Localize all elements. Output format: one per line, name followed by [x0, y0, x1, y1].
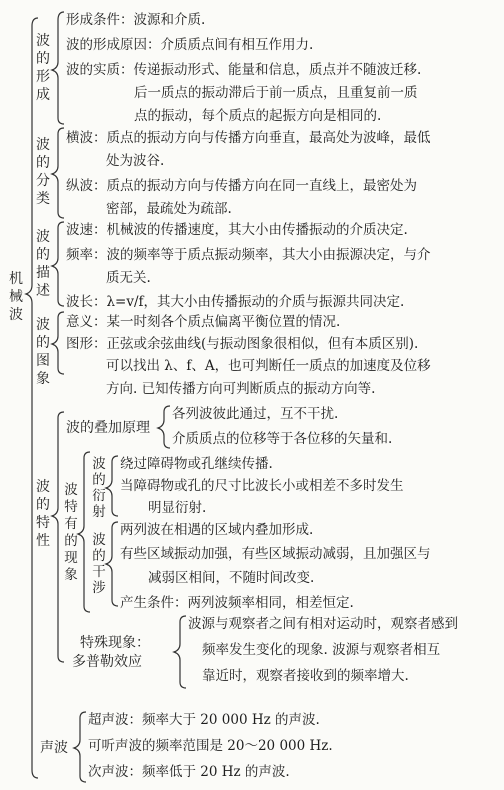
unique-phenomena-label: 波 特 有 的 现 象 [64, 482, 78, 583]
graph-line-2: 图形：正弦或余弦曲线(与振动图象很相似，但有本质区别). [66, 336, 419, 352]
superposition-label: 波的叠加原理 [66, 420, 150, 436]
classification-line-3: 纵波：质点的振动方向与传播方向在同一直线上，最密处为 [66, 178, 417, 194]
doppler-line-3: 靠近时，观察者接收到的频率增大. [202, 668, 409, 684]
sound-line-2: 可听声波的频率范围是 20～20 000 Hz. [88, 738, 333, 754]
formation-label: 波 的 形 成 [36, 33, 50, 103]
interference-line-2: 有些区域振动加强，有些区域振动减弱，且加强区与 [120, 546, 431, 562]
classification-line-2: 处为波谷. [106, 153, 165, 169]
sound-line-3: 次声波：频率低于 20 Hz 的声波. [88, 764, 290, 780]
description-label: 波 的 描 述 [36, 229, 50, 299]
superposition-line-1: 各列波彼此通过，互不干扰. [172, 406, 339, 422]
diffraction-line-2: 当障碍物或孔的尺寸比波长小或相差不多时发生 [120, 478, 404, 494]
interference-line-3: 减弱区相间，不随时间改变. [148, 570, 315, 586]
description-line-2: 频率：波的频率等于质点振动频率，其大小由振源决定，与介 [66, 247, 431, 263]
sound-line-1: 超声波：频率大于 20 000 Hz 的声波. [88, 712, 320, 728]
sound-label: 声波 [40, 740, 68, 756]
root-brace [26, 18, 38, 778]
doppler-line-1: 波源与观察者之间有相对运动时，观察者感到 [188, 616, 458, 632]
description-line-1: 波速：机械波的传播速度，其大小由传播振动的介质决定. [66, 222, 408, 238]
properties-label: 波 的 特 性 [36, 479, 50, 549]
classification-line-4: 密部，最疏处为疏部. [106, 201, 232, 217]
superposition-line-2: 介质质点的位移等于各位移的矢量和. [172, 431, 393, 447]
diffraction-line-3: 明显衍射. [148, 500, 207, 516]
doppler-label: 特殊现象： 多普勒效应 [72, 635, 150, 670]
formation-line-1: 形成条件：波源和介质. [66, 12, 206, 28]
interference-line-1: 两列波在相遇的区域内叠加形成. [120, 522, 314, 538]
root-label: 机 械 波 [9, 271, 23, 323]
interference-line-4: 产生条件：两列波频率相同，相差恒定. [120, 595, 354, 611]
graph-line-4: 方向. 已知传播方向可判断质点的振动方向等. [106, 381, 376, 397]
formation-line-5: 点的振动，每个质点的起振方向是相同的. [134, 108, 382, 124]
doppler-line-2: 频率发生变化的现象. 波源与观察者相互 [202, 642, 441, 658]
diffraction-label: 波 的 衍 射 [92, 456, 106, 520]
formation-brace [52, 12, 64, 124]
interference-label: 波 的 干 涉 [92, 532, 106, 596]
formation-line-4: 后一质点的振动滞后于前一质点，且重复前一质 [134, 85, 418, 101]
formation-line-3: 波的实质：传递振动形式、能量和信息，质点并不随波迁移. [66, 62, 422, 78]
formation-line-2: 波的形成原因：介质质点间有相互作用力. [66, 37, 314, 53]
graph-line-1: 意义：某一时刻各个质点偏离平衡位置的情况. [66, 314, 341, 330]
description-line-3: 质无关. [106, 270, 151, 286]
superposition-brace [158, 406, 170, 448]
graph-label: 波 的 图 象 [36, 317, 50, 387]
sound-brace [74, 712, 86, 782]
classification-line-1: 横波：质点的振动方向与传播方向垂直，最高处为波峰，最低 [66, 130, 431, 146]
classification-brace [52, 128, 64, 218]
description-brace [52, 222, 64, 306]
graph-brace [52, 312, 64, 374]
description-line-4: 波长：λ=v/f，其大小由传播振动的介质与振源共同决定. [66, 294, 405, 310]
graph-line-3: 可以找出 λ、f、A，也可判断任一质点的加速度及位移 [106, 358, 431, 374]
diffraction-line-1: 绕过障碍物或孔继续传播. [120, 456, 273, 472]
classification-label: 波 的 分 类 [36, 137, 50, 207]
